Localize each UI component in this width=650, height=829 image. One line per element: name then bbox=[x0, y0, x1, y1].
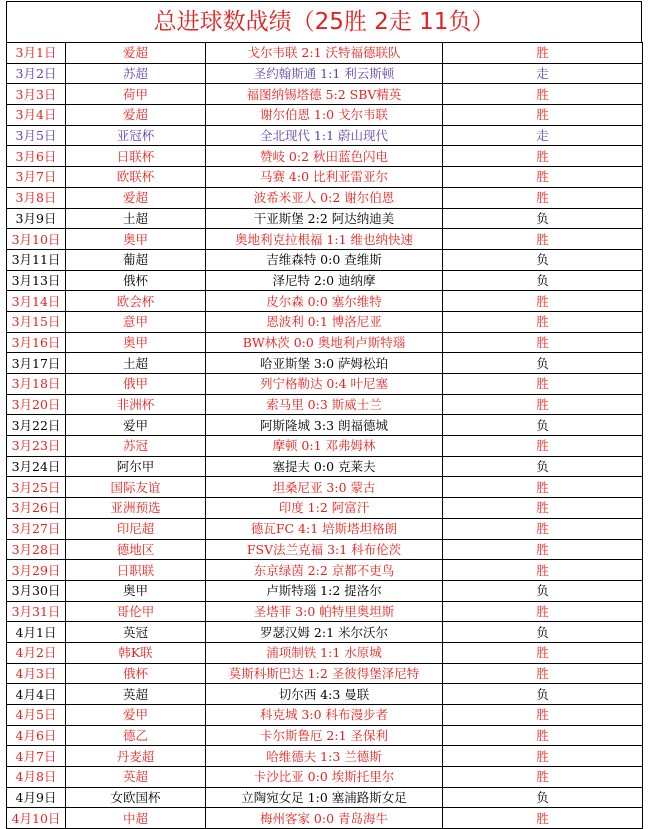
date-cell: 4月9日 bbox=[7, 787, 66, 808]
league-cell: 印尼超 bbox=[66, 518, 206, 539]
league-cell: 苏冠 bbox=[66, 436, 206, 457]
match-cell: 福图纳锡塔德 5:2 SBV精英 bbox=[206, 84, 443, 105]
match-cell: 戈尔韦联 2:1 沃特福德联队 bbox=[206, 43, 443, 64]
result-cell: 胜 bbox=[443, 105, 643, 126]
results-sheet bbox=[6, 1, 642, 826]
date-cell: 3月24日 bbox=[7, 456, 66, 477]
league-cell: 奥甲 bbox=[66, 580, 206, 601]
table-row bbox=[7, 208, 643, 229]
date-cell: 3月4日 bbox=[7, 105, 66, 126]
result-cell: 负 bbox=[443, 622, 643, 643]
date-cell: 4月5日 bbox=[7, 705, 66, 726]
date-cell: 4月6日 bbox=[7, 725, 66, 746]
table-row bbox=[7, 374, 643, 395]
league-cell: 英超 bbox=[66, 684, 206, 705]
table-row bbox=[7, 167, 643, 188]
table-row bbox=[7, 105, 643, 126]
table-row bbox=[7, 477, 643, 498]
date-cell: 3月3日 bbox=[7, 84, 66, 105]
match-cell: 东京绿茵 2:2 京都不吏鸟 bbox=[206, 560, 443, 581]
table-row bbox=[7, 146, 643, 167]
match-cell: 印度 1:2 阿富汗 bbox=[206, 498, 443, 519]
table-row bbox=[7, 84, 643, 105]
date-cell: 4月7日 bbox=[7, 746, 66, 767]
league-cell: 非洲杯 bbox=[66, 394, 206, 415]
result-cell: 胜 bbox=[443, 808, 643, 829]
league-cell: 丹麦超 bbox=[66, 746, 206, 767]
date-cell: 3月17日 bbox=[7, 353, 66, 374]
league-cell: 韩K联 bbox=[66, 642, 206, 663]
table-row bbox=[7, 63, 643, 84]
league-cell: 日联杯 bbox=[66, 146, 206, 167]
match-cell: 卡尔斯鲁厄 2:1 圣保利 bbox=[206, 725, 443, 746]
match-cell: 立陶宛女足 1:0 塞浦路斯女足 bbox=[206, 787, 443, 808]
date-cell: 4月3日 bbox=[7, 663, 66, 684]
date-cell: 3月18日 bbox=[7, 374, 66, 395]
result-cell: 胜 bbox=[443, 601, 643, 622]
table-row bbox=[7, 249, 643, 270]
match-cell: 科克城 3:0 科布漫步者 bbox=[206, 705, 443, 726]
league-cell: 哥伦甲 bbox=[66, 601, 206, 622]
league-cell: 中超 bbox=[66, 808, 206, 829]
date-cell: 3月10日 bbox=[7, 229, 66, 250]
date-cell: 3月30日 bbox=[7, 580, 66, 601]
table-row bbox=[7, 436, 643, 457]
match-cell: 干亚斯堡 2:2 阿达纳迪美 bbox=[206, 208, 443, 229]
match-cell: 德瓦FC 4:1 培斯塔坦格朗 bbox=[206, 518, 443, 539]
match-cell: 皮尔森 0:0 塞尔维特 bbox=[206, 291, 443, 312]
league-cell: 亚冠杯 bbox=[66, 125, 206, 146]
match-cell: 梅州客家 0:0 青岛海牛 bbox=[206, 808, 443, 829]
date-cell: 4月2日 bbox=[7, 642, 66, 663]
date-cell: 3月23日 bbox=[7, 436, 66, 457]
league-cell: 爱甲 bbox=[66, 705, 206, 726]
result-cell: 胜 bbox=[443, 746, 643, 767]
table-row bbox=[7, 518, 643, 539]
league-cell: 俄杯 bbox=[66, 663, 206, 684]
result-cell: 胜 bbox=[443, 642, 643, 663]
table-row bbox=[7, 229, 643, 250]
table-row bbox=[7, 622, 643, 643]
result-cell: 负 bbox=[443, 249, 643, 270]
match-cell: 塞提夫 0:0 克莱夫 bbox=[206, 456, 443, 477]
result-cell: 负 bbox=[443, 684, 643, 705]
league-cell: 女欧国杯 bbox=[66, 787, 206, 808]
match-cell: 卡沙比亚 0:0 埃斯托里尔 bbox=[206, 767, 443, 788]
result-cell: 胜 bbox=[443, 291, 643, 312]
league-cell: 欧联杯 bbox=[66, 167, 206, 188]
table-row bbox=[7, 332, 643, 353]
result-cell: 负 bbox=[443, 580, 643, 601]
table-row bbox=[7, 539, 643, 560]
match-cell: 哈亚斯堡 3:0 萨姆松珀 bbox=[206, 353, 443, 374]
match-cell: 泽尼特 2:0 迪纳摩 bbox=[206, 270, 443, 291]
league-cell: 爱超 bbox=[66, 43, 206, 64]
result-cell: 负 bbox=[443, 353, 643, 374]
table-row bbox=[7, 767, 643, 788]
date-cell: 3月15日 bbox=[7, 311, 66, 332]
date-cell: 3月2日 bbox=[7, 63, 66, 84]
match-cell: 列宁格勒达 0:4 叶尼塞 bbox=[206, 374, 443, 395]
table-row bbox=[7, 353, 643, 374]
table-row bbox=[7, 456, 643, 477]
date-cell: 3月8日 bbox=[7, 187, 66, 208]
league-cell: 爱超 bbox=[66, 187, 206, 208]
result-cell: 胜 bbox=[443, 311, 643, 332]
date-cell: 3月28日 bbox=[7, 539, 66, 560]
match-cell: 奥地利克拉根福 1:1 维也纳快速 bbox=[206, 229, 443, 250]
date-cell: 3月31日 bbox=[7, 601, 66, 622]
date-cell: 3月22日 bbox=[7, 415, 66, 436]
match-cell: 哈维德夫 1:3 兰德斯 bbox=[206, 746, 443, 767]
league-cell: 欧会杯 bbox=[66, 291, 206, 312]
match-cell: 恩波利 0:1 博洛尼亚 bbox=[206, 311, 443, 332]
result-cell: 胜 bbox=[443, 539, 643, 560]
result-cell: 走 bbox=[443, 63, 643, 84]
match-cell: 吉维森特 0:0 查维斯 bbox=[206, 249, 443, 270]
result-cell: 负 bbox=[443, 456, 643, 477]
table-row bbox=[7, 311, 643, 332]
date-cell: 3月5日 bbox=[7, 125, 66, 146]
result-cell: 负 bbox=[443, 415, 643, 436]
result-cell: 负 bbox=[443, 270, 643, 291]
league-cell: 英冠 bbox=[66, 622, 206, 643]
league-cell: 德乙 bbox=[66, 725, 206, 746]
league-cell: 俄杯 bbox=[66, 270, 206, 291]
table-row bbox=[7, 725, 643, 746]
league-cell: 奥甲 bbox=[66, 229, 206, 250]
result-cell: 胜 bbox=[443, 560, 643, 581]
league-cell: 奥甲 bbox=[66, 332, 206, 353]
league-cell: 荷甲 bbox=[66, 84, 206, 105]
result-cell: 走 bbox=[443, 125, 643, 146]
date-cell: 3月27日 bbox=[7, 518, 66, 539]
table-row bbox=[7, 808, 643, 829]
table-row bbox=[7, 125, 643, 146]
result-cell: 胜 bbox=[443, 394, 643, 415]
league-cell: 亚洲预选 bbox=[66, 498, 206, 519]
result-cell: 负 bbox=[443, 208, 643, 229]
league-cell: 苏超 bbox=[66, 63, 206, 84]
league-cell: 日职联 bbox=[66, 560, 206, 581]
date-cell: 4月4日 bbox=[7, 684, 66, 705]
match-cell: FSV法兰克福 3:1 科布伦茨 bbox=[206, 539, 443, 560]
league-cell: 德地区 bbox=[66, 539, 206, 560]
table-row bbox=[7, 498, 643, 519]
match-cell: 浦项制铁 1:1 水原城 bbox=[206, 642, 443, 663]
table-row bbox=[7, 705, 643, 726]
table-row bbox=[7, 601, 643, 622]
table-row bbox=[7, 291, 643, 312]
match-cell: 摩顿 0:1 邓弗姆林 bbox=[206, 436, 443, 457]
match-cell: 坦桑尼亚 3:0 蒙古 bbox=[206, 477, 443, 498]
table-row bbox=[7, 787, 643, 808]
result-cell: 胜 bbox=[443, 436, 643, 457]
date-cell: 3月20日 bbox=[7, 394, 66, 415]
match-cell: 马赛 4:0 比利亚雷亚尔 bbox=[206, 167, 443, 188]
match-cell: 圣塔菲 3:0 帕特里奥坦斯 bbox=[206, 601, 443, 622]
match-cell: 罗瑟汉姆 2:1 米尔沃尔 bbox=[206, 622, 443, 643]
match-cell: 全北现代 1:1 蔚山现代 bbox=[206, 125, 443, 146]
results-table-body bbox=[7, 43, 643, 829]
result-cell: 胜 bbox=[443, 498, 643, 519]
table-row bbox=[7, 684, 643, 705]
match-cell: 谢尔伯恩 1:0 戈尔韦联 bbox=[206, 105, 443, 126]
date-cell: 3月29日 bbox=[7, 560, 66, 581]
date-cell: 3月7日 bbox=[7, 167, 66, 188]
match-cell: 索马里 0:3 斯威士兰 bbox=[206, 394, 443, 415]
match-cell: BW林茨 0:0 奥地利卢斯特瑙 bbox=[206, 332, 443, 353]
league-cell: 国际友谊 bbox=[66, 477, 206, 498]
date-cell: 4月10日 bbox=[7, 808, 66, 829]
result-cell: 胜 bbox=[443, 84, 643, 105]
result-cell: 胜 bbox=[443, 332, 643, 353]
match-cell: 圣约翰斯通 1:1 利云斯顿 bbox=[206, 63, 443, 84]
match-cell: 赞岐 0:2 秋田蓝色闪电 bbox=[206, 146, 443, 167]
table-row bbox=[7, 43, 643, 64]
league-cell: 爱甲 bbox=[66, 415, 206, 436]
match-cell: 切尔西 4:3 曼联 bbox=[206, 684, 443, 705]
result-cell: 胜 bbox=[443, 705, 643, 726]
table-row bbox=[7, 270, 643, 291]
result-cell: 胜 bbox=[443, 663, 643, 684]
table-row bbox=[7, 663, 643, 684]
league-cell: 阿尔甲 bbox=[66, 456, 206, 477]
page-title: 总进球数战绩（25胜 2走 11负） bbox=[6, 1, 642, 42]
result-cell: 胜 bbox=[443, 43, 643, 64]
match-cell: 卢斯特瑙 1:2 提洛尔 bbox=[206, 580, 443, 601]
match-cell: 莫斯科斯巴达 1:2 圣彼得堡泽尼特 bbox=[206, 663, 443, 684]
table-row bbox=[7, 642, 643, 663]
result-cell: 胜 bbox=[443, 374, 643, 395]
result-cell: 胜 bbox=[443, 229, 643, 250]
result-cell: 胜 bbox=[443, 187, 643, 208]
date-cell: 3月16日 bbox=[7, 332, 66, 353]
date-cell: 3月13日 bbox=[7, 270, 66, 291]
league-cell: 土超 bbox=[66, 353, 206, 374]
table-row bbox=[7, 394, 643, 415]
league-cell: 英超 bbox=[66, 767, 206, 788]
league-cell: 意甲 bbox=[66, 311, 206, 332]
table-row bbox=[7, 560, 643, 581]
league-cell: 葡超 bbox=[66, 249, 206, 270]
date-cell: 3月11日 bbox=[7, 249, 66, 270]
result-cell: 胜 bbox=[443, 146, 643, 167]
date-cell: 4月8日 bbox=[7, 767, 66, 788]
table-row bbox=[7, 580, 643, 601]
results-table bbox=[6, 42, 643, 829]
date-cell: 3月14日 bbox=[7, 291, 66, 312]
table-row bbox=[7, 187, 643, 208]
table-row bbox=[7, 746, 643, 767]
result-cell: 负 bbox=[443, 787, 643, 808]
result-cell: 胜 bbox=[443, 725, 643, 746]
date-cell: 3月26日 bbox=[7, 498, 66, 519]
league-cell: 爱超 bbox=[66, 105, 206, 126]
date-cell: 3月25日 bbox=[7, 477, 66, 498]
date-cell: 3月6日 bbox=[7, 146, 66, 167]
result-cell: 胜 bbox=[443, 518, 643, 539]
match-cell: 阿斯隆城 3:3 朗福德城 bbox=[206, 415, 443, 436]
date-cell: 3月9日 bbox=[7, 208, 66, 229]
result-cell: 胜 bbox=[443, 167, 643, 188]
match-cell: 波希米亚人 0:2 谢尔伯恩 bbox=[206, 187, 443, 208]
date-cell: 3月1日 bbox=[7, 43, 66, 64]
league-cell: 土超 bbox=[66, 208, 206, 229]
table-row bbox=[7, 415, 643, 436]
date-cell: 4月1日 bbox=[7, 622, 66, 643]
result-cell: 胜 bbox=[443, 477, 643, 498]
league-cell: 俄甲 bbox=[66, 374, 206, 395]
result-cell: 胜 bbox=[443, 767, 643, 788]
